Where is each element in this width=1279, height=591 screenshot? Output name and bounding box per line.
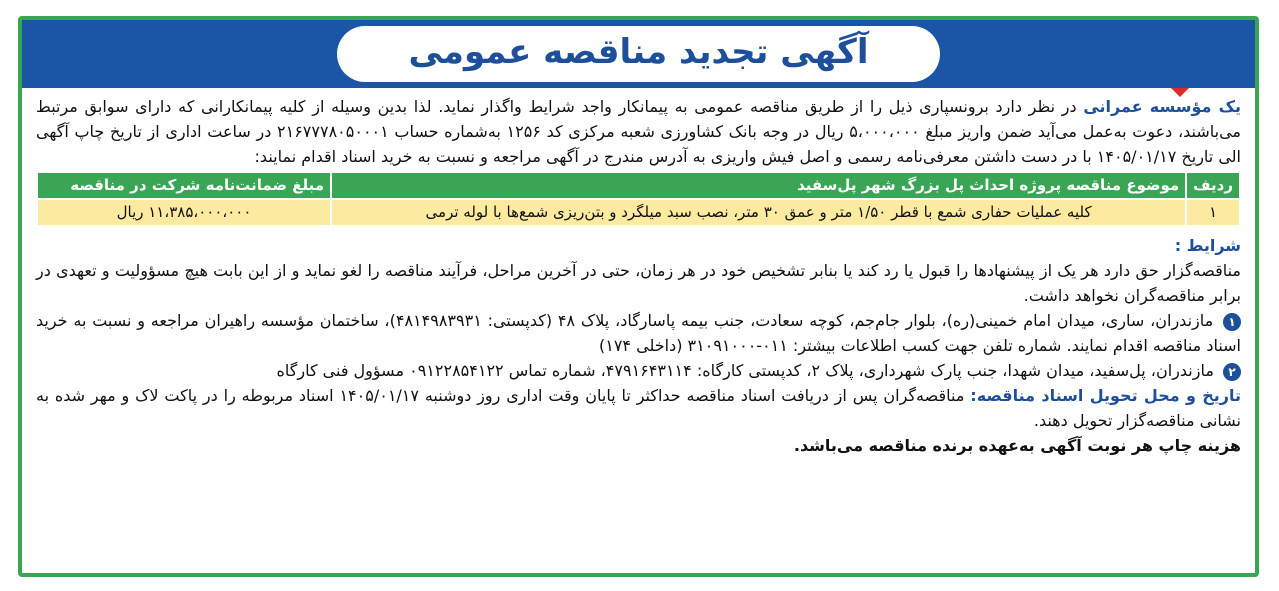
- deadline-text: مناقصه‌گران پس از دریافت اسناد مناقصه حداکثر تا پایان وقت اداری روز دوشنبه ۱۴۰۵/۰۱/۱۷ اسناد مربوطه را در پاکت لاک و مهر شده به نشانی مناقصه‌گزار تحویل دهند.: [36, 386, 1241, 430]
- deadline-paragraph: [36, 383, 1241, 433]
- condition-item: [36, 358, 1241, 383]
- cell-guarantee-amount: ۱۱،۳۸۵،۰۰۰،۰۰۰ ریال: [38, 200, 330, 225]
- tender-table-header: [38, 173, 1239, 198]
- header-subject: موضوع مناقصه پروژه احداث پل بزرگ شهر پل‌سفید: [332, 173, 1185, 198]
- condition-item-text: مازندران، ساری، میدان امام خمینی(ره)، بلوار جام‌جم، کوچه سعادت، جنب بیمه پاسارگاد، پلاک ۴۸ (کدپستی: ۴۸۱۴۹۸۳۹۳۱)، ساختمان مؤسسه راهیران مراجعه و نسبت به خرید اسناد مناقصه اقدام نمایند. شماره تلفن جهت کسب اطلاعات بیشتر: ۰۱۱-۳۱۰۹۱۰۰۰ (داخلی ۱۷۴): [36, 311, 1241, 355]
- header-row-number: ردیف: [1187, 173, 1239, 198]
- intro-text: در نظر دارد برونسپاری ذیل را از طریق مناقصه عمومی به پیمانکار واجد شرایط واگذار نماید. لذا بدین وسیله از کلیه پیمانکارانی که دارای سوابق مرتبط می‌باشند، دعوت به‌عمل می‌آید ضمن واریز مبلغ ۵،۰۰۰،۰۰۰ ریال در وجه بانک کشاورزی شعبه مرکزی کد ۱۲۵۶ به‌شماره حساب ۲۱۶۷۷۷۸۰۵۰۰۰۱ در ساعت اداری از تاریخ چاپ آگهی الی تاریخ ۱۴۰۵/۰۱/۱۷ با در دست داشتن معرفی‌نامه رسمی و اصل فیش واریزی به آدرس مندرج در آگهی مراجعه و نسبت به خرید اسناد اقدام نمایند:: [36, 97, 1242, 166]
- cell-row-number: ۱: [1187, 200, 1239, 225]
- notice-title: آگهی تجدید مناقصه عمومی: [339, 28, 939, 80]
- deadline-label: تاریخ و محل تحویل اسناد مناقصه:: [970, 386, 1242, 405]
- cell-subject: کلیه عملیات حفاری شمع با قطر ۱/۵۰ متر و عمق ۳۰ متر، نصب سبد میلگرد و بتن‌ریزی شمع‌ها با لوله ترمی: [332, 200, 1185, 225]
- organization-name: یک مؤسسه عمرانی: [1083, 97, 1242, 116]
- footer-note: هزینه چاپ هر نوبت آگهی به‌عهده برنده مناقصه می‌باشد.: [793, 436, 1241, 455]
- number-badge-icon: ۲: [1223, 363, 1241, 381]
- table-row: [38, 200, 1239, 225]
- condition-item: [36, 308, 1241, 358]
- conditions-title: شرایط :: [1174, 236, 1241, 255]
- notice-frame: [18, 16, 1259, 577]
- conditions-text: مناقصه‌گزار حق دارد هر یک از پیشنهادها را قبول یا رد کند یا بنابر تشخیص خود در هر زمان، حتی در آخرین مراحل، فرآیند مناقصه را لغو نماید و از این بابت هیچ مسؤولیت و تعهدی در برابر مناقصه‌گران نخواهد داشت.: [36, 261, 1241, 305]
- notice-content: [36, 94, 1241, 458]
- condition-item-text: مازندران، پل‌سفید، میدان شهدا، جنب پارک شهرداری، پلاک ۲، کدپستی کارگاه: ۴۷۹۱۶۴۳۱۱۴، شماره تماس ۰۹۱۲۲۸۵۴۱۲۲ مسؤول فنی کارگاه: [276, 361, 1214, 380]
- notice-header: [22, 20, 1255, 88]
- header-guarantee-amount: مبلغ ضمانت‌نامه شرکت در مناقصه: [38, 173, 330, 198]
- intro-paragraph: [36, 94, 1241, 169]
- tender-table: [36, 171, 1241, 227]
- number-badge-icon: ۱: [1223, 313, 1241, 331]
